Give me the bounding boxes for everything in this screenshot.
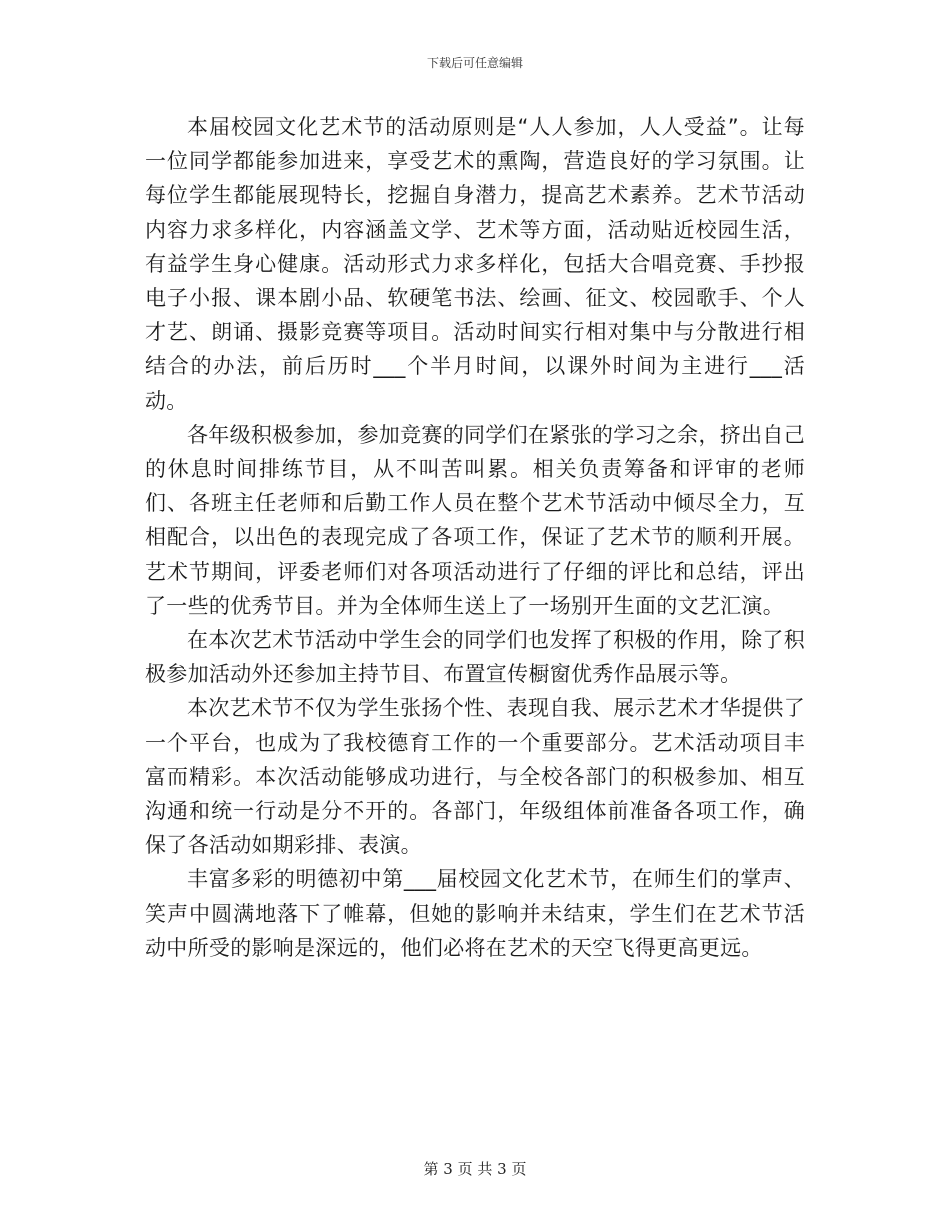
document-body	[145, 110, 805, 965]
paragraph-2: 各年级积极参加，参加竞赛的同学们在紧张的学习之余，挤出自己的休息时间排练节目，从不叫苦叫累。相关负责筹备和评审的老师们、各班主任老师和后勤工作人员在整个艺术节活动中倾尽全力，互相配合，以出色的表现完成了各项工作，保证了艺术节的顺利开展。艺术节期间，评委老师们对各项活动进行了仔细的评比和总结，评出了一些的优秀节目。并为全体师生送上了一场别开生面的文艺汇演。	[145, 422, 805, 618]
page-header: 下载后可任意编辑	[426, 56, 523, 70]
paragraph-3: 在本次艺术节活动中学生会的同学们也发挥了积极的作用，除了积极参加活动外还参加主持节目、布置宣传橱窗优秀作品展示等。	[145, 628, 805, 687]
paragraph-5: 丰富多彩的明德初中第___届校园文化艺术节，在师生们的掌声、笑声中圆满地落下了帷幕，但她的影响并未结束，学生们在艺术节活动中所受的影响是深远的，他们必将在艺术的天空飞得更高更远。	[145, 867, 805, 960]
page-number: 第 3 页 共 3 页	[423, 1160, 527, 1178]
paragraph-1: 本届校园文化艺术节的活动原则是“人人参加，人人受益”。让每一位同学都能参加进来，享受艺术的熏陶，营造良好的学习氛围。让每位学生都能展现特长，挖掘自身潜力，提高艺术素养。艺术节活动内容力求多样化，内容涵盖文学、艺术等方面，活动贴近校园生活，有益学生身心健康。活动形式力求多样化，包括大合唱竞赛、手抄报电子小报、课本剧小品、软硬笔书法、绘画、征文、校园歌手、个人才艺、朗诵、摄影竞赛等项目。活动时间实行相对集中与分散进行相结合的办法，前后历时___个半月时间，以课外时间为主进行___活动。	[145, 115, 805, 413]
paragraph-4: 本次艺术节不仅为学生张扬个性、表现自我、展示艺术才华提供了一个平台，也成为了我校德育工作的一个重要部分。艺术活动项目丰富而精彩。本次活动能够成功进行，与全校各部门的积极参加、相互沟通和统一行动是分不开的。各部门，年级组体前准备各项工作，确保了各活动如期彩排、表演。	[145, 696, 805, 858]
